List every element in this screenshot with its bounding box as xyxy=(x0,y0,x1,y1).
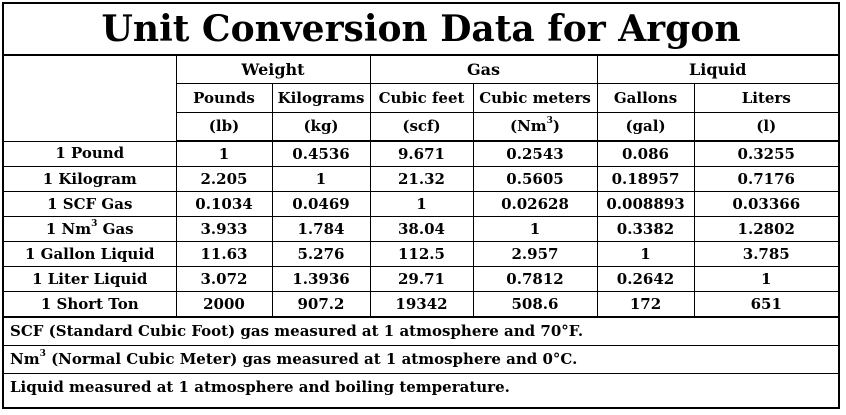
column-header-cubic-feet: Cubic feet xyxy=(370,84,473,113)
table-cell: 0.7812 xyxy=(473,267,597,292)
row-label xyxy=(4,217,176,242)
unit-l: (l) xyxy=(694,113,838,142)
table-row xyxy=(4,141,838,167)
table-cell: 1.784 xyxy=(272,217,370,242)
column-header-pounds: Pounds xyxy=(176,84,272,113)
unit-kg: (kg) xyxy=(272,113,370,142)
unit-scf: (scf) xyxy=(370,113,473,142)
table-cell: 3.785 xyxy=(694,242,838,267)
table-row xyxy=(4,167,838,192)
group-header-weight: Weight xyxy=(176,55,370,84)
table-cell: 21.32 xyxy=(370,167,473,192)
group-header-liquid: Liquid xyxy=(597,55,838,84)
table-cell: 0.0469 xyxy=(272,192,370,217)
unit-nm3 xyxy=(473,113,597,142)
table-cell: 172 xyxy=(597,292,694,318)
table-row xyxy=(4,192,838,217)
table-cell: 1 xyxy=(597,242,694,267)
table-cell: 0.3255 xyxy=(694,141,838,167)
group-header-gas: Gas xyxy=(370,55,597,84)
column-header-gallons: Gallons xyxy=(597,84,694,113)
corner-cell xyxy=(4,55,176,141)
table-cell: 2.205 xyxy=(176,167,272,192)
table-cell: 2.957 xyxy=(473,242,597,267)
table-cell: 1 xyxy=(694,267,838,292)
table-cell: 1 xyxy=(370,192,473,217)
table-cell: 1 xyxy=(176,141,272,167)
unit-lb: (lb) xyxy=(176,113,272,142)
table-cell: 0.1034 xyxy=(176,192,272,217)
table-cell: 9.671 xyxy=(370,141,473,167)
note-nm3-superscript: 3 xyxy=(39,349,46,359)
table-cell: 1 xyxy=(473,217,597,242)
table-cell: 0.086 xyxy=(597,141,694,167)
row-label: 1 SCF Gas xyxy=(4,192,176,217)
column-header-cubic-meters: Cubic meters xyxy=(473,84,597,113)
row-label: 1 Short Ton xyxy=(4,292,176,318)
note-nm3-base: Nm xyxy=(10,350,40,368)
table-row xyxy=(4,217,838,242)
table-title: Unit Conversion Data for Argon xyxy=(4,4,838,55)
table-cell: 0.18957 xyxy=(597,167,694,192)
table-cell: 11.63 xyxy=(176,242,272,267)
table-cell: 651 xyxy=(694,292,838,318)
row-label-suffix: Gas xyxy=(97,219,134,238)
table-cell: 1 xyxy=(272,167,370,192)
row-label: 1 Kilogram xyxy=(4,167,176,192)
table-cell: 29.71 xyxy=(370,267,473,292)
table-cell: 508.6 xyxy=(473,292,597,318)
table-cell: 112.5 xyxy=(370,242,473,267)
table-cell: 0.5605 xyxy=(473,167,597,192)
table-cell: 0.7176 xyxy=(694,167,838,192)
row-label-base: 1 Nm xyxy=(45,219,92,238)
table-cell: 5.276 xyxy=(272,242,370,267)
table-cell: 0.3382 xyxy=(597,217,694,242)
table-cell: 0.2543 xyxy=(473,141,597,167)
unit-nm3-superscript: 3 xyxy=(546,116,553,126)
table-cell: 0.03366 xyxy=(694,192,838,217)
row-label: 1 Pound xyxy=(4,141,176,167)
table-cell: 19342 xyxy=(370,292,473,318)
table-cell: 2000 xyxy=(176,292,272,318)
row-label: 1 Liter Liquid xyxy=(4,267,176,292)
note-scf: SCF (Standard Cubic Foot) gas measured at 1 atmosphere and 70°F. xyxy=(4,317,838,346)
column-header-liters: Liters xyxy=(694,84,838,113)
table-row xyxy=(4,267,838,292)
note-nm3 xyxy=(4,346,838,374)
row-label-superscript: 3 xyxy=(91,218,98,229)
table-cell: 0.02628 xyxy=(473,192,597,217)
column-header-kilograms: Kilograms xyxy=(272,84,370,113)
table-cell: 0.4536 xyxy=(272,141,370,167)
table-row xyxy=(4,292,838,318)
unit-nm3-close: ) xyxy=(552,117,561,135)
table-cell: 0.008893 xyxy=(597,192,694,217)
conversion-table-frame xyxy=(2,2,840,409)
table-cell: 0.2642 xyxy=(597,267,694,292)
table-cell: 907.2 xyxy=(272,292,370,318)
note-nm3-text: (Normal Cubic Meter) gas measured at 1 atmosphere and 0°C. xyxy=(45,350,578,368)
table-row xyxy=(4,242,838,267)
table-cell: 3.933 xyxy=(176,217,272,242)
conversion-table xyxy=(4,4,838,401)
table-cell: 38.04 xyxy=(370,217,473,242)
table-cell: 1.3936 xyxy=(272,267,370,292)
table-cell: 1.2802 xyxy=(694,217,838,242)
table-cell: 3.072 xyxy=(176,267,272,292)
row-label: 1 Gallon Liquid xyxy=(4,242,176,267)
unit-nm3-base: (Nm xyxy=(509,117,547,135)
note-liquid: Liquid measured at 1 atmosphere and boiling temperature. xyxy=(4,374,838,402)
unit-gal: (gal) xyxy=(597,113,694,142)
